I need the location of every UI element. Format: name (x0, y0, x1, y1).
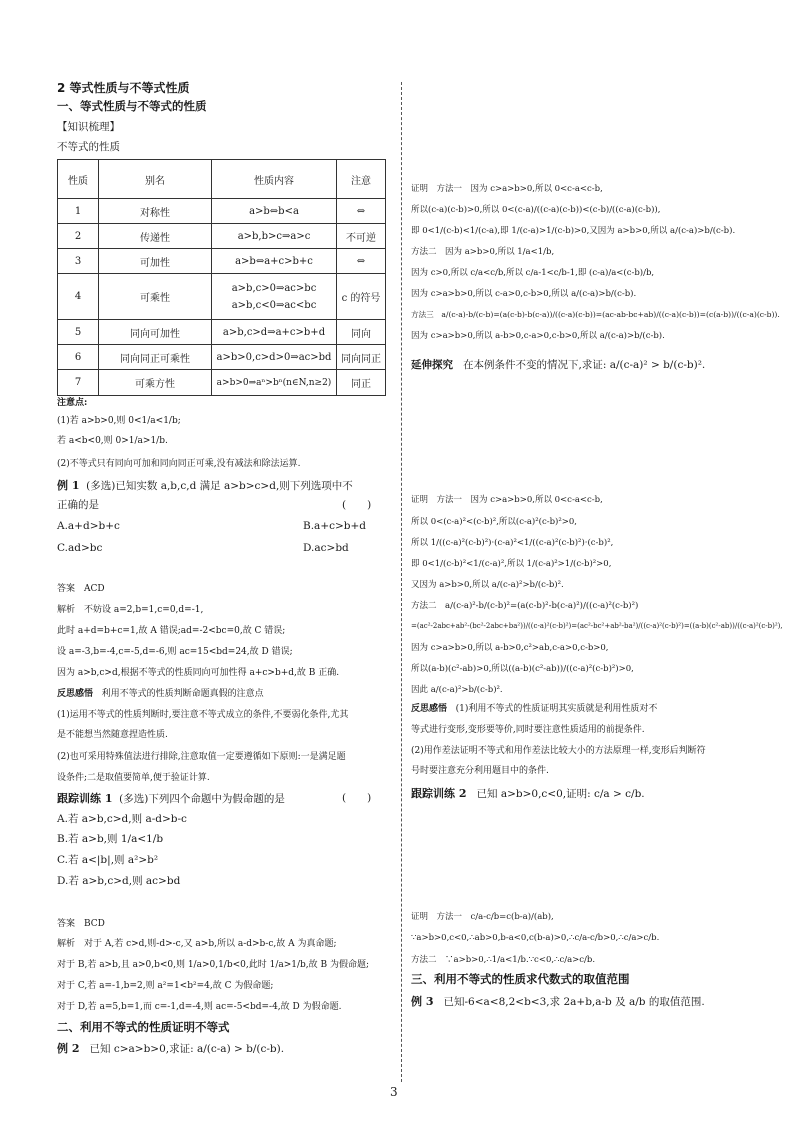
proof-2-line5: 又因为 a>b>0,所以 a/(c-a)²>b/(c-b)². (411, 580, 564, 590)
cell-number: 3 (58, 249, 99, 274)
proof-2-line4: 即 0<1/(c-b)²<1/(c-a)²,所以 1/(c-a)²>1/(c-b)²>0, (411, 559, 612, 569)
proof-1-line7: 方法三 a/(c-a)-b/(c-b)=(a(c-b)-b(c-a))/((c-a)(c-b))=(ac-ab-bc+ab)/((c-a)(c-b))=(c(a-b))/((c-a)(c-b)). (411, 310, 780, 319)
page-number: 3 (390, 1085, 398, 1099)
example-2-label: 例 2 (57, 1042, 80, 1055)
cell-content (212, 274, 337, 320)
example-1-label: 例 1 (57, 479, 80, 492)
chapter-title: 2 等式性质与不等式性质 (57, 81, 190, 95)
proof-1-line2: 所以(c-a)(c-b)>0,所以 0<(c-a)/((c-a)(c-b))<(c-b)/((c-a)(c-b)), (411, 205, 661, 215)
reflection-2-line1: (1)利用不等式的性质证明其实质就是利用性质对不 (455, 704, 658, 714)
example-3-text: 已知-6<a<8,2<b<3,求 2a+b,a-b 及 a/b 的取值范围. (443, 996, 705, 1008)
note-2: (2)不等式只有同向可加和同向同正可乘,没有减法和除法运算. (57, 459, 301, 469)
proof-1-line6: 因为 c>a>b>0,所以 c-a>0,c-b>0,所以 a/(c-a)>b/(c-b). (411, 289, 637, 299)
cell-note: 同向同正 (337, 345, 386, 370)
proof-1-line4: 方法二 因为 a>b>0,所以 1/a<1/b, (411, 247, 555, 257)
solution-1-line3: 设 a=-3,b=-4,c=-5,d=-6,则 ac=15<bd=24,故 D 错误; (57, 647, 293, 657)
section-heading-3: 三、利用不等式的性质求代数式的取值范围 (411, 972, 630, 986)
cell-content: a>b⇔a+c>b+c (212, 249, 337, 274)
cell-number: 4 (58, 274, 99, 320)
table-row (58, 199, 386, 224)
example-1-text2: 正确的是 (57, 499, 99, 511)
section-heading-1: 一、等式性质与不等式的性质 (57, 99, 207, 113)
cell-content: a>b,c>d⇒a+c>b+d (212, 320, 337, 345)
reflection-2 (411, 704, 657, 715)
extension-text: 在本例条件不变的情况下,求证: a/(c-a)² > b/(c-b)². (463, 359, 706, 371)
solution-1-line1: 解析 不妨设 a=2,b=1,c=0,d=-1, (57, 605, 204, 615)
proof-3-line1: 证明 方法一 c/a-c/b=c(b-a)/(ab), (411, 912, 554, 922)
cell-content: a>b,b>c⇒a>c (212, 224, 337, 249)
cell-alias: 可乘性 (99, 274, 212, 320)
cell-note: 同正 (337, 370, 386, 396)
tracking-1-paren: ( ) (342, 792, 372, 804)
note-1b: 若 a<b<0,则 0>1/a>1/b. (57, 436, 168, 446)
proof-2-line1: 证明 方法一 因为 c>a>b>0,所以 0<c-a<c-b, (411, 495, 603, 505)
tracking-1-C: C.若 a<|b|,则 a²>b² (57, 854, 159, 866)
tracking-2-label: 跟踪训练 2 (411, 787, 467, 800)
answer-1: 答案 ACD (57, 584, 105, 594)
table-row (58, 274, 386, 320)
table-row (58, 370, 386, 396)
table-title: 不等式的性质 (57, 141, 120, 153)
proof-2-line2: 所以 0<(c-a)²<(c-b)²,所以(c-a)²(c-b)²>0, (411, 517, 577, 527)
cell-content: a>b>0⇒aⁿ>bⁿ(n∈N,n≥2) (212, 370, 337, 396)
cell-note: 同向 (337, 320, 386, 345)
proof-2-line10: 因此 a/(c-a)²>b/(c-b)². (411, 685, 503, 695)
cell-content: a>b⇔b<a (212, 199, 337, 224)
reflection-1 (57, 689, 264, 700)
example-1 (57, 479, 353, 493)
cell-content: a>b>0,c>d>0⇒ac>bd (212, 345, 337, 370)
example-3 (411, 995, 705, 1009)
cell-alias: 传递性 (99, 224, 212, 249)
proof-3-line3: 方法二 ∵a>b>0,∴1/a<1/b.∵c<0,∴c/a>c/b. (411, 955, 596, 965)
answer-2: 答案 BCD (57, 919, 105, 929)
properties-table (57, 159, 386, 396)
solution-2-line4: 对于 D,若 a=5,b=1,而 c=-1,d=-4,则 ac=-5<bd=-4,故 D 为假命题. (57, 1002, 342, 1012)
cell-note: ⇔ (337, 199, 386, 224)
reflection-1-line2: (1)运用不等式的性质判断时,要注意不等式成立的条件,不要弱化条件,尤其 (57, 710, 349, 720)
example-1-text: (多选)已知实数 a,b,c,d 满足 a>b>c>d,则下列选项中不 (86, 480, 353, 492)
section-heading-2: 二、利用不等式的性质证明不等式 (57, 1020, 230, 1034)
cell-alias: 可乘方性 (99, 370, 212, 396)
proof-1-line5: 因为 c>0,所以 c/a<c/b,所以 c/a-1<c/b-1,即 (c-a)/a<(c-b)/b, (411, 268, 655, 278)
knowledge-label: 【知识梳理】 (57, 121, 120, 133)
example-2-text: 已知 c>a>b>0,求证: a/(c-a) > b/(c-b). (89, 1043, 285, 1055)
solution-1-line4: 因为 a>b,c>d,根据不等式的性质同向可加性得 a+c>b+d,故 B 正确. (57, 668, 340, 678)
cell-alias: 可加性 (99, 249, 212, 274)
reflection-1-label: 反思感悟 (57, 689, 94, 699)
example-3-label: 例 3 (411, 995, 434, 1008)
col-header-note: 注意 (337, 160, 386, 199)
tracking-1-A: A.若 a>b,c>d,则 a-d>b-c (57, 813, 187, 825)
option-C: C.ad>bc (57, 542, 103, 554)
reflection-1-line3: 是不能想当然随意捏造性质. (57, 730, 168, 740)
extension (411, 359, 705, 372)
cell-number: 1 (58, 199, 99, 224)
notes-label: 注意点: (57, 398, 88, 408)
cell-alias: 同向同正可乘性 (99, 345, 212, 370)
proof-2-line6: 方法二 a/(c-a)²-b/(c-b)²=(a(c-b)²-b(c-a)²)/((c-a)²(c-b)²) (411, 601, 639, 611)
reflection-1-title: 利用不等式的性质判断命题真假的注意点 (101, 689, 264, 699)
cell-content-line1: a>b,c>0⇒ac>bc (231, 282, 317, 294)
table-row (58, 224, 386, 249)
reflection-2-line2: 等式进行变形,变形要等价,同时要注意性质适用的前提条件. (411, 725, 645, 735)
reflection-1-line5: 设条件;二是取值要简单,便于验证计算. (57, 773, 210, 783)
proof-2-line9: 所以(a-b)(c²-ab)>0,所以((a-b)(c²-ab))/((c-a)²(c-b)²)>0, (411, 664, 634, 674)
reflection-1-line4: (2)也可采用特殊值法进行排除,注意取值一定要遵循如下原则:一是满足题 (57, 752, 346, 762)
proof-2-line7: =(ac²-2abc+ab²-(bc²-2abc+ba²))/((c-a)²(c-b)²)=(ac²-bc²+ab²-ba²)/((c-a)²(c-b)²)=((a-b)(c²-ab))/((c-a)²(c-b)²), (411, 622, 783, 630)
proof-3-line2: ∵a>b>0,c<0,∴ab>0,b-a<0,c(b-a)>0,∴c/a-c/b>0,∴c/a>c/b. (411, 933, 660, 943)
col-header-content: 性质内容 (212, 160, 337, 199)
cell-number: 7 (58, 370, 99, 396)
tracking-1-label: 跟踪训练 1 (57, 792, 113, 805)
proof-2-line3: 所以 1/((c-a)²(c-b)²)·(c-a)²<1/((c-a)²(c-b)²)·(c-b)², (411, 538, 614, 548)
cell-number: 2 (58, 224, 99, 249)
table-header-row (58, 160, 386, 199)
column-divider (401, 82, 402, 1082)
table-row (58, 345, 386, 370)
proof-1-line3: 即 0<1/(c-b)<1/(c-a),即 1/(c-a)>1/(c-b)>0,又因为 a>b>0,所以 a/(c-a)>b/(c-b). (411, 226, 736, 236)
solution-2-line1: 解析 对于 A,若 c>d,则-d>-c,又 a>b,所以 a-d>b-c,故 A 为真命题; (57, 939, 337, 949)
tracking-2 (411, 787, 645, 801)
example-1-paren: ( ) (342, 499, 372, 511)
cell-note: ⇔ (337, 249, 386, 274)
proof-2-line8: 因为 c>a>b>0,所以 a-b>0,c²>ab,c-a>0,c-b>0, (411, 643, 609, 653)
cell-alias: 同向可加性 (99, 320, 212, 345)
cell-note: c 的符号 (337, 274, 386, 320)
extension-label: 延伸探究 (411, 359, 453, 371)
col-header-number: 性质 (58, 160, 99, 199)
tracking-1-B: B.若 a>b,则 1/a<1/b (57, 833, 164, 845)
proof-1-line8: 因为 c>a>b>0,所以 a-b>0,c-a>0,c-b>0,所以 a/(c-a)>b/(c-b). (411, 331, 665, 341)
tracking-2-text: 已知 a>b>0,c<0,证明: c/a > c/b. (476, 788, 645, 800)
reflection-2-label: 反思感悟 (411, 704, 448, 714)
cell-content-line2: a>b,c<0⇒ac<bc (231, 299, 317, 311)
col-header-alias: 别名 (99, 160, 212, 199)
tracking-1 (57, 792, 285, 806)
reflection-2-line4: 号时要注意充分利用题目中的条件. (411, 766, 549, 776)
cell-alias: 对称性 (99, 199, 212, 224)
cell-number: 6 (58, 345, 99, 370)
cell-number: 5 (58, 320, 99, 345)
table-row (58, 320, 386, 345)
reflection-2-line3: (2)用作差法证明不等式和用作差法比较大小的方法原理一样,变形后判断符 (411, 746, 706, 756)
solution-1-line2: 此时 a+d=b+c=1,故 A 错误;ad=-2<bc=0,故 C 错误; (57, 626, 286, 636)
tracking-1-D: D.若 a>b,c>d,则 ac>bd (57, 875, 181, 887)
table-row (58, 249, 386, 274)
example-2 (57, 1042, 284, 1056)
solution-2-line3: 对于 C,若 a=-1,b=2,则 a²=1<b²=4,故 C 为假命题; (57, 981, 274, 991)
option-B: B.a+c>b+d (303, 520, 367, 532)
tracking-1-text: (多选)下列四个命题中为假命题的是 (119, 793, 285, 805)
solution-2-line2: 对于 B,若 a>b,且 a>0,b<0,则 1/a>0,1/b<0,此时 1/a>1/b,故 B 为假命题; (57, 960, 370, 970)
cell-note: 不可逆 (337, 224, 386, 249)
note-1: (1)若 a>b>0,则 0<1/a<1/b; (57, 416, 181, 426)
proof-1-line1: 证明 方法一 因为 c>a>b>0,所以 0<c-a<c-b, (411, 184, 603, 194)
option-A: A.a+d>b+c (57, 520, 120, 532)
option-D: D.ac>bd (303, 542, 349, 554)
